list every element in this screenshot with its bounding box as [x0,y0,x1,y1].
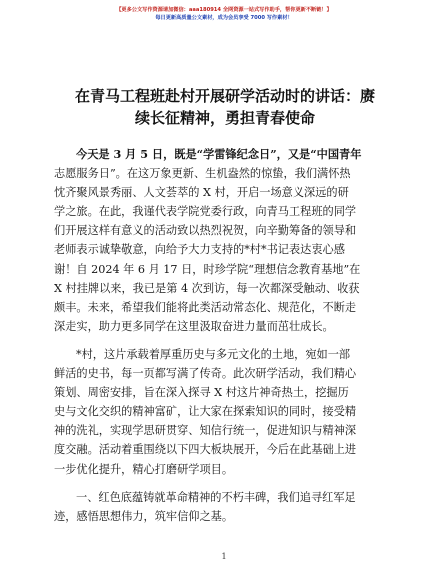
document-title-line-2: 续长征精神，勇担青春使命 [134,109,315,127]
document-body [54,145,400,526]
paragraph-gap [54,479,400,488]
paragraph-line: 们开展这样有意义的活动致以热烈祝贺，向辛勤筹备的领导和 [54,224,357,238]
page-number: 1 [221,552,227,561]
paragraph-line: 一、红色底蕴铸就革命精神的不朽丰碑，我们追寻红军足 [76,490,356,504]
promo-banner [0,6,448,22]
document-title [40,85,410,129]
paragraph-line: 忱齐聚风景秀丽、人文荟萃的 X 村，开启一场意义深远的研 [54,186,349,200]
paragraph-2 [54,345,400,479]
paragraph-line: 深走实，助力更多同学在这里汲取奋进力量而茁壮成长。 [54,319,334,333]
paragraph-line: 度交融。活动着重围绕以下四大板块展开，今后在此基础上进 [54,443,357,457]
paragraph-line: 一步优化提升，精心打磨研学项目。 [54,462,234,476]
paragraph-1 [54,145,400,336]
paragraph-line: 颇丰。未来，希望我们能将此类活动常态化、规范化，不断走 [54,300,357,314]
paragraph-line: 谢！自 2024 年 6 月 17 日，时珍学院“理想信念教育基地”在 [54,262,361,276]
paragraph-line: 神的洗礼，实现学思研贯穿、知信行统一，促进知识与精神深 [54,424,357,438]
paragraph-line: 鲜活的史书，每一页都写满了传奇。此次研学活动，我们精心 [54,367,357,381]
paragraph-line: 迹，感悟思想伟力，筑牢信仰之基。 [54,509,234,523]
promo-banner-line-1: 【更多公文写作资源请加微信：aaa180914 全网资源一站式写作助手，帮你更新不断链！】 [116,7,332,13]
paragraph-line: X 村挂牌以来，我已是第 4 次到访，每一次都深受触动、收获 [54,281,360,295]
promo-banner-line-2: 每日更新高质量公文素材，成为会员享受 7000 写作素材！ [155,15,293,21]
paragraph-line: 学之旅。在此，我谨代表学院党委行政，向青马工程班的同学 [54,205,357,219]
paragraph-line: 策划、周密安排，旨在深入探寻 X 村这片神奇热土，挖掘历 [54,386,349,400]
paragraph-3 [54,488,400,526]
paragraph-line: *村，这片承载着厚重历史与多元文化的土地，宛如一部 [76,347,351,361]
paragraph-gap [54,336,400,345]
paragraph-line: 老师表示诚挚敬意，向给予大力支持的*村*书记表达衷心感 [54,243,345,257]
document-title-line-1: 在青马工程班赴村开展研学活动时的讲话：赓 [74,87,375,105]
paragraph-line: 今天是 3 月 5 日，既是“学雷锋纪念日”，又是“中国青年 [76,147,362,161]
paragraph-line: 志愿服务日”。在这万象更新、生机盎然的惊蛰，我们满怀热 [54,167,351,181]
paragraph-line: 史与文化交织的精神富矿，让大家在探索知识的同时，接受精 [54,405,357,419]
